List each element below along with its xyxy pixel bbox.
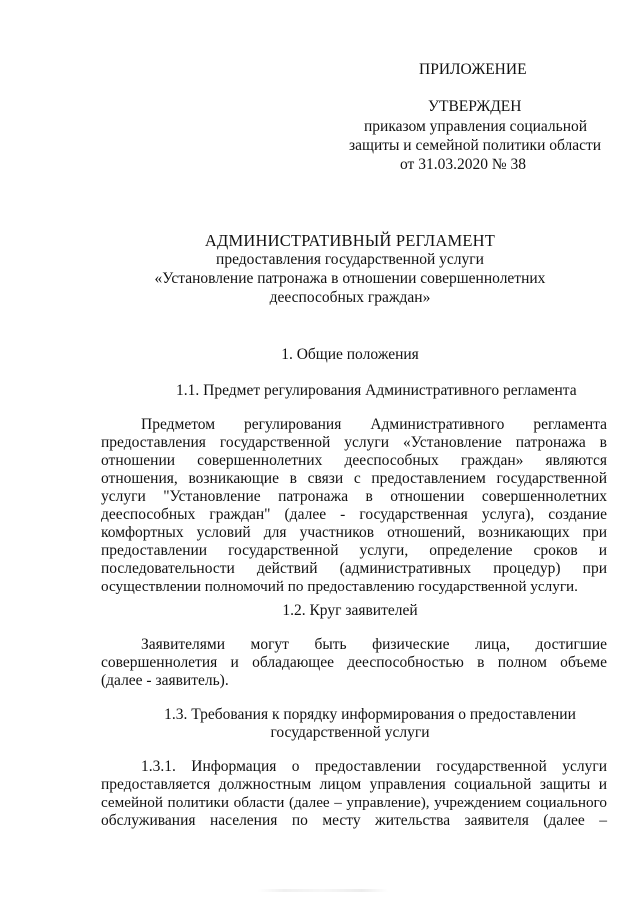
subsection-1-3-line: семейной политики области (далее – управление), учреждением социального <box>101 794 607 811</box>
approved-by-line-1: приказом управления социальной <box>364 118 588 135</box>
regulation-title-line-2: предоставления государственной услуги <box>216 251 484 268</box>
regulation-title: АДМИНИСТРАТИВНЫЙ РЕГЛАМЕНТ <box>204 231 496 250</box>
regulation-title-line-4: дееспособных граждан» <box>269 289 431 306</box>
subsection-1-2-line: Заявителями могут быть физические лица, достигшие <box>141 636 607 653</box>
subsection-1-2-line: совершеннолетия и обладающее дееспособностью в полном объеме <box>101 654 607 671</box>
subsection-1-1-heading: 1.1. Предмет регулирования Административного регламента <box>176 382 577 399</box>
subsection-1-1-line: предоставлении государственной услуги, определение сроков и <box>101 542 607 559</box>
subsection-1-1-line: Предметом регулирования Административного регламента <box>141 416 607 433</box>
section-1-heading: 1. Общие положения <box>281 346 419 363</box>
subsection-1-3-line: обслуживания населения по месту жительства заявителя (далее – <box>101 812 607 829</box>
subsection-1-1-line: дееспособных граждан" (далее - государственная услуга), создание <box>101 506 607 523</box>
subsection-1-2-heading: 1.2. Круг заявителей <box>282 602 418 619</box>
subsection-1-3-line: предоставляется должностным лицом управления социальной защиты и <box>101 776 607 793</box>
subsection-1-1-line: отношения, возникающие в связи с предоставлением государственной <box>101 470 607 487</box>
subsection-1-1-line: осуществлении полномочий по предоставлению государственной услуги. <box>101 578 578 595</box>
approved-date: от 31.03.2020 № 38 <box>400 156 526 173</box>
subsection-1-2-line: (далее - заявитель). <box>101 672 229 689</box>
subsection-1-1-line: отношении совершеннолетних дееспособных граждан» являются <box>101 452 607 469</box>
regulation-title-line-3: «Установление патронажа в отношении совершеннолетних <box>154 270 546 287</box>
subsection-1-1-line: услуги "Установление патронажа в отношении совершеннолетних <box>101 488 607 505</box>
subsection-1-3-line: 1.3.1. Информация о предоставлении государственной услуги <box>141 758 607 775</box>
subsection-1-1-line: предоставления государственной услуги «Установление патронажа в <box>101 434 607 451</box>
approved-label: УТВЕРЖДЕН <box>428 98 522 115</box>
approved-by-line-2: защиты и семейной политики области <box>349 137 602 154</box>
subsection-1-1-line: комфортных условий для участников отношений, возникающих при <box>101 524 607 541</box>
appendix-label: ПРИЛОЖЕНИЕ <box>419 61 527 78</box>
scan-artifact <box>258 889 388 892</box>
subsection-1-3-heading: 1.3. Требования к порядку информирования о предоставлении <box>164 706 576 723</box>
subsection-1-1-line: последовательности действий (административных процедур) при <box>101 560 607 577</box>
subsection-1-3-heading-line-2: государственной услуги <box>270 724 430 741</box>
